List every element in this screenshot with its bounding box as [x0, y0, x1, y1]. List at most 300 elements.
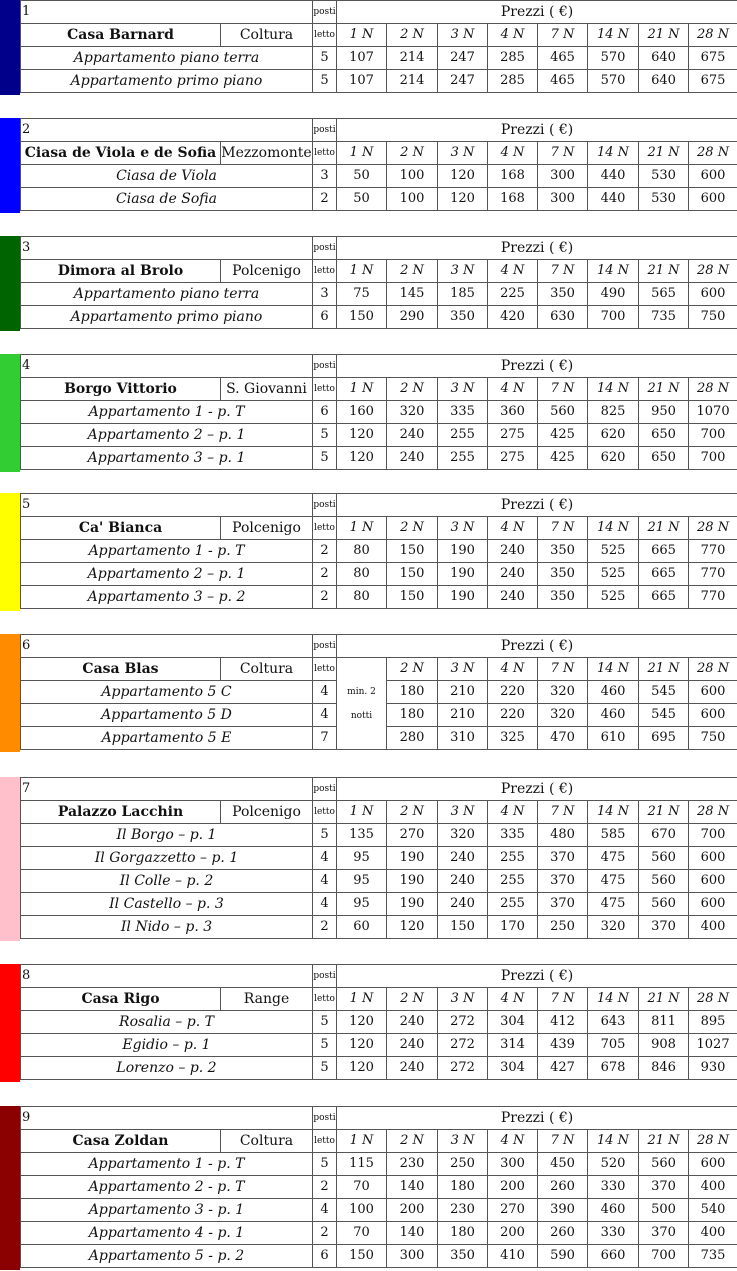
posti-label: posti	[313, 1107, 337, 1130]
nights-header: 3 N	[438, 658, 488, 681]
price-cell: 360	[488, 401, 538, 424]
price-cell: 247	[438, 70, 488, 93]
apartment-name: Appartamento primo piano	[21, 306, 313, 329]
table-row	[21, 586, 737, 609]
apartment-name: Appartamento 1 - p. T	[21, 540, 313, 563]
price-table	[20, 0, 737, 93]
price-cell: 260	[538, 1222, 588, 1245]
price-cell: 600	[689, 283, 737, 306]
price-cell: 825	[588, 401, 639, 424]
property-block	[0, 1106, 737, 1270]
table-row	[21, 24, 737, 47]
price-cell: 895	[689, 1011, 737, 1034]
table-row	[21, 378, 737, 401]
price-cell: 190	[438, 540, 488, 563]
apartment-name: Appartamento 2 – p. 1	[21, 424, 313, 447]
table-row	[21, 494, 737, 517]
table-row	[21, 893, 737, 916]
nights-header: 2 N	[387, 142, 438, 165]
price-cell: 168	[488, 165, 538, 188]
price-cell: 670	[639, 824, 689, 847]
price-cell: 240	[387, 1011, 438, 1034]
price-cell: 50	[337, 165, 387, 188]
price-cell: 678	[588, 1057, 639, 1080]
price-cell: 168	[488, 188, 538, 211]
table-row	[21, 1011, 737, 1034]
apartment-name: Il Nido – p. 3	[21, 916, 313, 939]
posti-label: posti	[313, 494, 337, 517]
price-cell: 70	[337, 1176, 387, 1199]
property-color-bar	[0, 964, 20, 1082]
price-cell: 80	[337, 540, 387, 563]
price-cell: 640	[639, 70, 689, 93]
price-cell: 190	[387, 893, 438, 916]
beds-count: 5	[313, 70, 337, 93]
beds-count: 4	[313, 893, 337, 916]
table-row	[21, 283, 737, 306]
nights-header: 1 N	[337, 1130, 387, 1153]
price-cell: 700	[689, 824, 737, 847]
property-block	[0, 777, 737, 941]
nights-header: 3 N	[438, 24, 488, 47]
price-cell: 350	[538, 540, 588, 563]
apartment-name: Appartamento 5 - p. 2	[21, 1245, 313, 1268]
nights-header: 4 N	[488, 24, 538, 47]
nights-header: 2 N	[387, 24, 438, 47]
beds-count: 2	[313, 563, 337, 586]
price-cell: 214	[387, 47, 438, 70]
beds-count: 5	[313, 1034, 337, 1057]
apartment-name: Appartamento 5 C	[21, 681, 313, 704]
table-row	[21, 778, 737, 801]
price-cell: 250	[438, 1153, 488, 1176]
property-name: Casa Barnard	[21, 24, 221, 47]
apartment-name: Ciasa de Sofia	[21, 188, 313, 211]
price-cell: 560	[639, 870, 689, 893]
price-cell: 930	[689, 1057, 737, 1080]
price-cell: 1070	[689, 401, 737, 424]
price-cell: 750	[689, 727, 737, 750]
price-cell: 107	[337, 70, 387, 93]
price-cell: 370	[538, 893, 588, 916]
nights-header: 3 N	[438, 517, 488, 540]
price-cell: 200	[387, 1199, 438, 1222]
letto-label: letto	[313, 988, 337, 1011]
table-row	[21, 355, 737, 378]
nights-header: 7 N	[538, 142, 588, 165]
nights-header: 1 N	[337, 517, 387, 540]
apartment-name: Rosalia – p. T	[21, 1011, 313, 1034]
price-cell: 320	[588, 916, 639, 939]
empty-cell	[221, 1, 313, 24]
price-cell: 145	[387, 283, 438, 306]
posti-label: posti	[313, 237, 337, 260]
price-cell: 335	[488, 824, 538, 847]
property-number: 2	[21, 119, 221, 142]
empty-cell	[221, 1107, 313, 1130]
property-color-bar	[0, 1106, 20, 1270]
price-cell: 325	[488, 727, 538, 750]
price-cell: 275	[488, 447, 538, 470]
letto-label: letto	[313, 517, 337, 540]
prezzi-header: Prezzi ( €)	[337, 1, 737, 24]
price-cell: 100	[337, 1199, 387, 1222]
apartment-name: Il Castello – p. 3	[21, 893, 313, 916]
price-cell: 620	[588, 447, 639, 470]
price-cell: 590	[538, 1245, 588, 1268]
price-cell: 240	[387, 1034, 438, 1057]
property-location: Mezzomonte	[221, 142, 313, 165]
letto-label: letto	[313, 801, 337, 824]
price-cell: 525	[588, 540, 639, 563]
min-nights-note: min. 2 notti	[337, 658, 387, 750]
price-cell: 440	[588, 165, 639, 188]
nights-header: 14 N	[588, 1130, 639, 1153]
nights-header: 3 N	[438, 260, 488, 283]
price-cell: 270	[488, 1199, 538, 1222]
apartment-name: Il Colle – p. 2	[21, 870, 313, 893]
empty-cell	[221, 494, 313, 517]
beds-count: 6	[313, 401, 337, 424]
beds-count: 5	[313, 447, 337, 470]
beds-count: 4	[313, 704, 337, 727]
nights-header: 4 N	[488, 517, 538, 540]
price-cell: 240	[387, 424, 438, 447]
price-cell: 400	[689, 1222, 737, 1245]
property-number: 1	[21, 1, 221, 24]
price-table	[20, 964, 737, 1080]
property-number: 7	[21, 778, 221, 801]
price-cell: 665	[639, 563, 689, 586]
beds-count: 4	[313, 847, 337, 870]
posti-label: posti	[313, 635, 337, 658]
price-cell: 304	[488, 1011, 538, 1034]
price-cell: 80	[337, 563, 387, 586]
nights-header: 2 N	[387, 988, 438, 1011]
nights-header: 4 N	[488, 260, 538, 283]
nights-header: 14 N	[588, 517, 639, 540]
table-row	[21, 801, 737, 824]
price-cell: 180	[387, 681, 438, 704]
nights-header: 7 N	[538, 517, 588, 540]
price-cell: 160	[337, 401, 387, 424]
price-cell: 190	[387, 870, 438, 893]
prezzi-header: Prezzi ( €)	[337, 119, 737, 142]
price-cell: 270	[387, 824, 438, 847]
table-row	[21, 424, 737, 447]
table-row	[21, 1, 737, 24]
price-cell: 75	[337, 283, 387, 306]
price-cell: 285	[488, 47, 538, 70]
price-cell: 770	[689, 586, 737, 609]
price-cell: 675	[689, 70, 737, 93]
property-name: Casa Zoldan	[21, 1130, 221, 1153]
nights-header: 2 N	[387, 517, 438, 540]
table-row	[21, 988, 737, 1011]
price-cell: 460	[588, 1199, 639, 1222]
empty-cell	[221, 119, 313, 142]
price-cell: 320	[538, 681, 588, 704]
price-cell: 70	[337, 1222, 387, 1245]
letto-label: letto	[313, 658, 337, 681]
price-cell: 420	[488, 306, 538, 329]
beds-count: 5	[313, 47, 337, 70]
price-cell: 255	[438, 424, 488, 447]
table-row	[21, 658, 737, 681]
price-cell: 400	[689, 916, 737, 939]
price-cell: 480	[538, 824, 588, 847]
price-cell: 240	[387, 447, 438, 470]
apartment-name: Appartamento piano terra	[21, 47, 313, 70]
price-cell: 120	[438, 165, 488, 188]
price-cell: 370	[639, 916, 689, 939]
table-row	[21, 916, 737, 939]
price-cell: 170	[488, 916, 538, 939]
property-number: 4	[21, 355, 221, 378]
posti-label: posti	[313, 965, 337, 988]
nights-header: 14 N	[588, 378, 639, 401]
price-cell: 240	[438, 893, 488, 916]
property-number: 9	[21, 1107, 221, 1130]
table-row	[21, 635, 737, 658]
price-cell: 460	[588, 704, 639, 727]
beds-count: 2	[313, 188, 337, 211]
table-row	[21, 1176, 737, 1199]
price-cell: 180	[387, 704, 438, 727]
empty-cell	[221, 965, 313, 988]
table-row	[21, 237, 737, 260]
price-table	[20, 777, 737, 939]
apartment-name: Appartamento 5 D	[21, 704, 313, 727]
table-row	[21, 563, 737, 586]
property-block	[0, 634, 737, 752]
price-cell: 600	[689, 165, 737, 188]
price-cell: 330	[588, 1176, 639, 1199]
beds-count: 2	[313, 916, 337, 939]
price-cell: 180	[438, 1176, 488, 1199]
property-location: Range	[221, 988, 313, 1011]
price-cell: 370	[639, 1176, 689, 1199]
price-cell: 643	[588, 1011, 639, 1034]
nights-header: 2 N	[387, 801, 438, 824]
property-color-bar	[0, 634, 20, 752]
beds-count: 2	[313, 540, 337, 563]
table-row	[21, 870, 737, 893]
nights-header: 4 N	[488, 1130, 538, 1153]
nights-header: 21 N	[639, 1130, 689, 1153]
price-cell: 80	[337, 586, 387, 609]
price-cell: 370	[538, 847, 588, 870]
nights-header: 4 N	[488, 658, 538, 681]
beds-count: 6	[313, 1245, 337, 1268]
nights-header: 7 N	[538, 260, 588, 283]
price-cell: 560	[538, 401, 588, 424]
price-cell: 846	[639, 1057, 689, 1080]
nights-header: 4 N	[488, 988, 538, 1011]
price-cell: 335	[438, 401, 488, 424]
price-cell: 225	[488, 283, 538, 306]
price-cell: 120	[438, 188, 488, 211]
letto-label: letto	[313, 24, 337, 47]
letto-label: letto	[313, 260, 337, 283]
price-cell: 412	[538, 1011, 588, 1034]
nights-header: 3 N	[438, 801, 488, 824]
nights-header: 1 N	[337, 24, 387, 47]
prezzi-header: Prezzi ( €)	[337, 494, 737, 517]
property-block	[0, 964, 737, 1082]
nights-header: 28 N	[689, 1130, 737, 1153]
price-cell: 290	[387, 306, 438, 329]
price-cell: 700	[689, 447, 737, 470]
nights-header: 7 N	[538, 658, 588, 681]
price-cell: 500	[639, 1199, 689, 1222]
beds-count: 3	[313, 283, 337, 306]
apartment-name: Appartamento 2 - p. T	[21, 1176, 313, 1199]
property-color-bar	[0, 118, 20, 213]
prezzi-header: Prezzi ( €)	[337, 237, 737, 260]
price-cell: 735	[639, 306, 689, 329]
nights-header: 21 N	[639, 658, 689, 681]
letto-label: letto	[313, 378, 337, 401]
price-cell: 135	[337, 824, 387, 847]
beds-count: 5	[313, 424, 337, 447]
price-cell: 540	[689, 1199, 737, 1222]
price-cell: 150	[387, 540, 438, 563]
beds-count: 2	[313, 586, 337, 609]
table-row	[21, 1222, 737, 1245]
price-cell: 240	[488, 586, 538, 609]
price-cell: 475	[588, 870, 639, 893]
price-cell: 150	[337, 1245, 387, 1268]
price-cell: 460	[588, 681, 639, 704]
price-cell: 440	[588, 188, 639, 211]
table-row	[21, 47, 737, 70]
apartment-name: Appartamento 4 - p. 1	[21, 1222, 313, 1245]
nights-header: 1 N	[337, 142, 387, 165]
price-cell: 610	[588, 727, 639, 750]
price-table	[20, 634, 737, 750]
price-cell: 560	[639, 1153, 689, 1176]
posti-label: posti	[313, 778, 337, 801]
nights-header: 28 N	[689, 988, 737, 1011]
price-cell: 520	[588, 1153, 639, 1176]
price-cell: 600	[689, 1153, 737, 1176]
table-row	[21, 965, 737, 988]
price-cell: 240	[438, 870, 488, 893]
price-cell: 300	[538, 188, 588, 211]
posti-label: posti	[313, 355, 337, 378]
prezzi-header: Prezzi ( €)	[337, 355, 737, 378]
price-cell: 240	[387, 1057, 438, 1080]
price-cell: 200	[488, 1222, 538, 1245]
empty-cell	[221, 778, 313, 801]
nights-header: 3 N	[438, 988, 488, 1011]
price-cell: 220	[488, 681, 538, 704]
price-cell: 150	[387, 586, 438, 609]
prezzi-header: Prezzi ( €)	[337, 635, 737, 658]
price-cell: 140	[387, 1222, 438, 1245]
price-cell: 620	[588, 424, 639, 447]
price-cell: 735	[689, 1245, 737, 1268]
price-table	[20, 493, 737, 609]
property-name: Casa Blas	[21, 658, 221, 681]
price-cell: 250	[538, 916, 588, 939]
empty-cell	[221, 635, 313, 658]
nights-header: 7 N	[538, 988, 588, 1011]
apartment-name: Appartamento 3 – p. 1	[21, 447, 313, 470]
table-row	[21, 306, 737, 329]
price-table	[20, 118, 737, 211]
price-cell: 600	[689, 870, 737, 893]
property-block	[0, 0, 737, 95]
nights-header: 4 N	[488, 378, 538, 401]
price-cell: 280	[387, 727, 438, 750]
price-cell: 600	[689, 704, 737, 727]
price-cell: 285	[488, 70, 538, 93]
property-color-bar	[0, 0, 20, 95]
nights-header: 3 N	[438, 1130, 488, 1153]
beds-count: 4	[313, 681, 337, 704]
price-cell: 600	[689, 847, 737, 870]
price-cell: 908	[639, 1034, 689, 1057]
table-row	[21, 1130, 737, 1153]
posti-label: posti	[313, 1, 337, 24]
price-cell: 585	[588, 824, 639, 847]
table-row	[21, 1245, 737, 1268]
apartment-name: Appartamento 1 - p. T	[21, 401, 313, 424]
property-name: Palazzo Lacchin	[21, 801, 221, 824]
price-cell: 425	[538, 447, 588, 470]
nights-header: 21 N	[639, 260, 689, 283]
price-cell: 465	[538, 70, 588, 93]
table-row	[21, 401, 737, 424]
price-cell: 50	[337, 188, 387, 211]
property-block	[0, 118, 737, 213]
nights-header: 21 N	[639, 988, 689, 1011]
table-row	[21, 1107, 737, 1130]
price-cell: 570	[588, 47, 639, 70]
price-cell: 640	[639, 47, 689, 70]
price-cell: 100	[387, 188, 438, 211]
empty-cell	[221, 355, 313, 378]
table-row	[21, 1034, 737, 1057]
nights-header: 1 N	[337, 378, 387, 401]
price-cell: 120	[337, 1057, 387, 1080]
price-cell: 300	[538, 165, 588, 188]
price-cell: 770	[689, 563, 737, 586]
price-cell: 370	[538, 870, 588, 893]
beds-count: 5	[313, 824, 337, 847]
price-cell: 272	[438, 1034, 488, 1057]
price-cell: 210	[438, 681, 488, 704]
price-cell: 1027	[689, 1034, 737, 1057]
nights-header: 1 N	[337, 260, 387, 283]
apartment-name: Ciasa de Viola	[21, 165, 313, 188]
nights-header: 7 N	[538, 1130, 588, 1153]
price-cell: 95	[337, 847, 387, 870]
table-row	[21, 517, 737, 540]
price-table	[20, 1106, 737, 1268]
price-cell: 300	[387, 1245, 438, 1268]
table-row	[21, 119, 737, 142]
nights-header: 21 N	[639, 24, 689, 47]
nights-header: 28 N	[689, 378, 737, 401]
apartment-name: Il Gorgazzetto – p. 1	[21, 847, 313, 870]
nights-header: 14 N	[588, 24, 639, 47]
price-cell: 390	[538, 1199, 588, 1222]
price-cell: 950	[639, 401, 689, 424]
property-block	[0, 493, 737, 611]
